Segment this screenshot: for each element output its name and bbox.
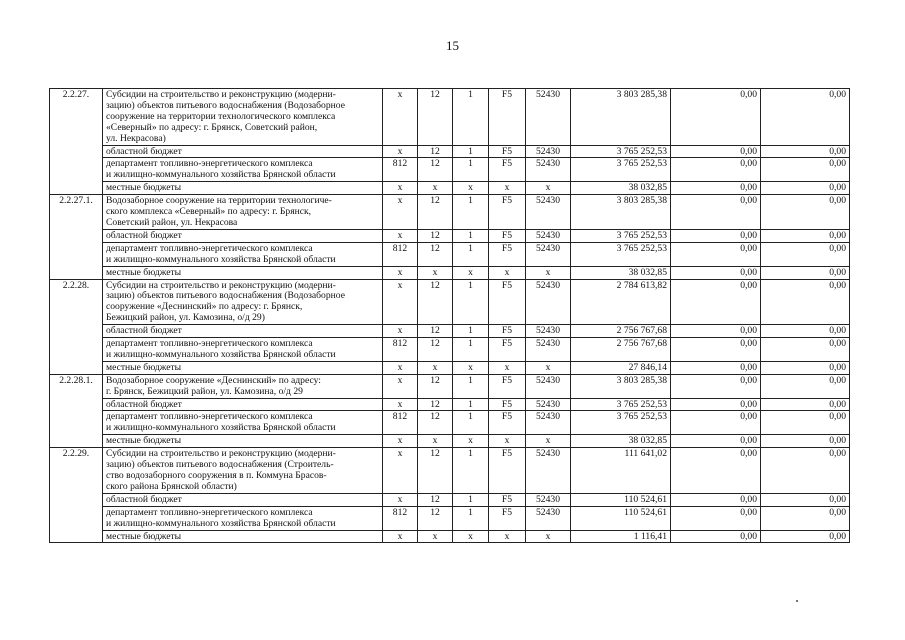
amount-3: 0,00 [761, 195, 850, 230]
amount-1: 3 765 252,53 [571, 398, 671, 411]
amount-1: 110 524,61 [571, 493, 671, 506]
table-row [50, 493, 850, 506]
code-subsection: 1 [453, 338, 489, 362]
row-name-line: департамент топливно-энергетического комплекса [106, 158, 313, 170]
amount-1: 3 765 252,53 [571, 158, 671, 182]
amount-3: 0,00 [761, 530, 850, 543]
code-direction: 52430 [526, 411, 571, 435]
row-name-line: зацию) объектов питьевого водоснабжения (Водозаборное [106, 99, 345, 111]
row-name-line: местные бюджеты [106, 266, 182, 278]
amount-2: 0,00 [671, 435, 761, 448]
code-section: х [418, 182, 453, 195]
table-row [50, 325, 850, 338]
code-program: F5 [489, 398, 526, 411]
code-gr: х [383, 195, 418, 230]
row-name-line: сооружение на территории технологического комплекса [106, 110, 336, 122]
amount-2: 0,00 [671, 506, 761, 530]
code-gr: х [383, 145, 418, 158]
code-subsection: 1 [453, 448, 489, 494]
code-program: F5 [489, 411, 526, 435]
code-subsection: х [453, 361, 489, 374]
amount-2: 0,00 [671, 493, 761, 506]
code-section: х [418, 266, 453, 279]
amount-2: 0,00 [671, 530, 761, 543]
code-subsection: 1 [453, 325, 489, 338]
code-direction: 52430 [526, 195, 571, 230]
amount-3: 0,00 [761, 145, 850, 158]
amount-3: 0,00 [761, 279, 850, 325]
code-program: F5 [489, 506, 526, 530]
code-section: х [418, 530, 453, 543]
row-name [103, 195, 383, 230]
code-direction: 52430 [526, 242, 571, 266]
amount-2: 0,00 [671, 195, 761, 230]
code-direction: 52430 [526, 158, 571, 182]
code-direction: х [526, 361, 571, 374]
row-name-line: областной бюджет [106, 325, 182, 337]
table-row [50, 279, 850, 325]
table-row [50, 89, 850, 146]
code-gr: х [383, 89, 418, 146]
table-row [50, 448, 850, 494]
code-program: F5 [489, 229, 526, 242]
amount-1: 2 756 767,68 [571, 338, 671, 362]
code-section: 12 [418, 158, 453, 182]
row-name-line: департамент топливно-энергетического комплекса [106, 242, 313, 254]
code-section: 12 [418, 89, 453, 146]
amount-3: 0,00 [761, 242, 850, 266]
code-program: х [489, 530, 526, 543]
code-program: F5 [489, 158, 526, 182]
row-name-line: местные бюджеты [106, 530, 182, 542]
code-subsection: х [453, 182, 489, 195]
code-section: 12 [418, 279, 453, 325]
code-gr: 812 [383, 338, 418, 362]
code-section: 12 [418, 229, 453, 242]
row-name-line: Советский район, ул. Некрасова [106, 216, 238, 228]
code-program: F5 [489, 325, 526, 338]
amount-1: 3 803 285,38 [571, 374, 671, 398]
code-direction: 52430 [526, 398, 571, 411]
code-subsection: 1 [453, 493, 489, 506]
code-subsection: 1 [453, 195, 489, 230]
code-subsection: 1 [453, 279, 489, 325]
row-name [103, 229, 383, 242]
code-direction: 52430 [526, 229, 571, 242]
code-gr: х [383, 279, 418, 325]
code-program: F5 [489, 89, 526, 146]
row-name [103, 242, 383, 266]
row-name [103, 145, 383, 158]
code-program: х [489, 182, 526, 195]
code-section: 12 [418, 374, 453, 398]
amount-3: 0,00 [761, 182, 850, 195]
amount-3: 0,00 [761, 325, 850, 338]
code-subsection: 1 [453, 145, 489, 158]
code-direction: 52430 [526, 279, 571, 325]
code-subsection: х [453, 530, 489, 543]
row-name-line: ского района Брянской области) [106, 480, 237, 492]
budget-table [49, 88, 850, 543]
row-name [103, 182, 383, 195]
row-name-line: областной бюджет [106, 229, 182, 241]
code-gr: 812 [383, 158, 418, 182]
code-subsection: 1 [453, 89, 489, 146]
code-program: х [489, 435, 526, 448]
row-name [103, 325, 383, 338]
row-name [103, 158, 383, 182]
row-name-line: Субсидии на строительство и реконструкцию (модерни- [106, 279, 336, 291]
row-name-line: ского комплекса «Северный» по адресу: г. Брянск, [106, 206, 312, 218]
code-direction: 52430 [526, 338, 571, 362]
row-name [103, 493, 383, 506]
code-subsection: 1 [453, 506, 489, 530]
code-gr: х [383, 435, 418, 448]
amount-2: 0,00 [671, 182, 761, 195]
row-number: 2.2.28.1. [50, 374, 103, 447]
code-section: 12 [418, 506, 453, 530]
amount-3: 0,00 [761, 89, 850, 146]
code-program: F5 [489, 279, 526, 325]
row-name-line: департамент топливно-энергетического комплекса [106, 506, 313, 518]
table-row [50, 266, 850, 279]
amount-3: 0,00 [761, 158, 850, 182]
row-name [103, 361, 383, 374]
amount-1: 3 765 252,53 [571, 145, 671, 158]
code-subsection: х [453, 435, 489, 448]
amount-1: 3 765 252,53 [571, 242, 671, 266]
row-name [103, 338, 383, 362]
code-program: F5 [489, 195, 526, 230]
code-program: F5 [489, 338, 526, 362]
code-section: 12 [418, 242, 453, 266]
amount-2: 0,00 [671, 398, 761, 411]
code-program: F5 [489, 145, 526, 158]
row-name [103, 506, 383, 530]
amount-1: 110 524,61 [571, 506, 671, 530]
row-name-line: и жилищно-коммунального хозяйства Брянской области [106, 348, 336, 360]
page-number: 15 [446, 38, 459, 53]
amount-3: 0,00 [761, 493, 850, 506]
row-number: 2.2.28. [50, 279, 103, 374]
row-name [103, 89, 383, 146]
amount-2: 0,00 [671, 242, 761, 266]
row-name-line: ул. Некрасова) [106, 132, 166, 144]
amount-2: 0,00 [671, 145, 761, 158]
code-section: 12 [418, 398, 453, 411]
amount-2: 0,00 [671, 374, 761, 398]
table-row [50, 158, 850, 182]
code-section: 12 [418, 145, 453, 158]
code-subsection: 1 [453, 229, 489, 242]
code-direction: 52430 [526, 448, 571, 494]
code-subsection: 1 [453, 242, 489, 266]
code-direction: 52430 [526, 89, 571, 146]
table-row [50, 182, 850, 195]
row-number: 2.2.27.1. [50, 195, 103, 279]
row-name-line: и жилищно-коммунального хозяйства Брянской области [106, 253, 336, 265]
table-row [50, 338, 850, 362]
code-direction: 52430 [526, 325, 571, 338]
row-name-line: г. Брянск, Бежицкий район, ул. Камозина, о/д 29 [106, 385, 303, 397]
row-name-line: зацию) объектов питьевого водоснабжения (Водозаборное [106, 290, 345, 302]
code-gr: х [383, 325, 418, 338]
amount-1: 38 032,85 [571, 182, 671, 195]
code-gr: х [383, 530, 418, 543]
code-subsection: 1 [453, 158, 489, 182]
code-gr: х [383, 361, 418, 374]
code-direction: 52430 [526, 493, 571, 506]
amount-1: 3 765 252,53 [571, 229, 671, 242]
amount-3: 0,00 [761, 229, 850, 242]
row-name-line: Субсидии на строительство и реконструкцию (модерни- [106, 89, 336, 100]
amount-2: 0,00 [671, 448, 761, 494]
row-name-line: областной бюджет [106, 493, 182, 505]
row-name-line: Бежицкий район, ул. Камозина, о/д 29) [106, 312, 265, 324]
row-name [103, 374, 383, 398]
row-name [103, 530, 383, 543]
row-name-line: зацию) объектов питьевого водоснабжения (Строитель- [106, 459, 334, 471]
row-name-line: Субсидии на строительство и реконструкцию (модерни- [106, 448, 336, 460]
code-direction: х [526, 182, 571, 195]
amount-3: 0,00 [761, 266, 850, 279]
row-name [103, 279, 383, 325]
row-name [103, 448, 383, 494]
row-name-line: «Северный» по адресу: г. Брянск, Советский район, [106, 121, 318, 133]
row-name-line: департамент топливно-энергетического комплекса [106, 411, 313, 423]
scan-speck [796, 600, 798, 602]
row-name-line: департамент топливно-энергетического комплекса [106, 338, 313, 350]
amount-1: 3 803 285,38 [571, 195, 671, 230]
code-gr: х [383, 493, 418, 506]
amount-3: 0,00 [761, 506, 850, 530]
row-name-line: и жилищно-коммунального хозяйства Брянской области [106, 422, 336, 434]
amount-1: 3 803 285,38 [571, 89, 671, 146]
code-direction: 52430 [526, 374, 571, 398]
row-name [103, 411, 383, 435]
code-section: 12 [418, 195, 453, 230]
code-direction: 52430 [526, 145, 571, 158]
code-section: 12 [418, 493, 453, 506]
amount-2: 0,00 [671, 411, 761, 435]
amount-2: 0,00 [671, 266, 761, 279]
amount-3: 0,00 [761, 435, 850, 448]
code-program: F5 [489, 242, 526, 266]
amount-1: 2 756 767,68 [571, 325, 671, 338]
code-program: х [489, 361, 526, 374]
code-gr: х [383, 448, 418, 494]
table-row [50, 398, 850, 411]
amount-2: 0,00 [671, 279, 761, 325]
row-name-line: Водозаборное сооружение «Деснинский» по адресу: [106, 374, 321, 386]
code-gr: 812 [383, 506, 418, 530]
code-gr: х [383, 266, 418, 279]
row-name-line: местные бюджеты [106, 435, 182, 447]
code-section: 12 [418, 325, 453, 338]
amount-3: 0,00 [761, 448, 850, 494]
code-gr: х [383, 182, 418, 195]
code-gr: 812 [383, 242, 418, 266]
table-row [50, 374, 850, 398]
row-name [103, 435, 383, 448]
code-subsection: 1 [453, 398, 489, 411]
row-number: 2.2.27. [50, 89, 103, 195]
amount-1: 2 784 613,82 [571, 279, 671, 325]
row-name-line: местные бюджеты [106, 361, 182, 373]
code-direction: х [526, 266, 571, 279]
amount-2: 0,00 [671, 361, 761, 374]
table-row [50, 411, 850, 435]
table-row [50, 195, 850, 230]
row-name-line: ство водозаборного сооружения в п. Коммуна Брасов- [106, 470, 327, 481]
amount-1: 3 765 252,53 [571, 411, 671, 435]
amount-2: 0,00 [671, 338, 761, 362]
table-row [50, 145, 850, 158]
row-name-line: и жилищно-коммунального хозяйства Брянской области [106, 169, 336, 181]
row-name-line: местные бюджеты [106, 182, 182, 194]
code-gr: х [383, 374, 418, 398]
amount-1: 111 641,02 [571, 448, 671, 494]
code-section: 12 [418, 338, 453, 362]
amount-3: 0,00 [761, 338, 850, 362]
row-name [103, 266, 383, 279]
row-name [103, 398, 383, 411]
code-subsection: 1 [453, 374, 489, 398]
code-section: 12 [418, 411, 453, 435]
amount-1: 1 116,41 [571, 530, 671, 543]
table-row [50, 229, 850, 242]
row-name-line: областной бюджет [106, 398, 182, 410]
amount-1: 38 032,85 [571, 266, 671, 279]
amount-3: 0,00 [761, 398, 850, 411]
amount-2: 0,00 [671, 325, 761, 338]
amount-1: 27 846,14 [571, 361, 671, 374]
table-row [50, 242, 850, 266]
code-section: 12 [418, 448, 453, 494]
amount-1: 38 032,85 [571, 435, 671, 448]
code-program: F5 [489, 493, 526, 506]
code-program: F5 [489, 374, 526, 398]
row-name-line: областной бюджет [106, 145, 182, 157]
amount-2: 0,00 [671, 158, 761, 182]
code-subsection: х [453, 266, 489, 279]
row-name-line: Водозаборное сооружение на территории технологиче- [106, 195, 332, 207]
amount-3: 0,00 [761, 411, 850, 435]
code-direction: х [526, 435, 571, 448]
code-direction: 52430 [526, 506, 571, 530]
code-program: х [489, 266, 526, 279]
code-gr: х [383, 229, 418, 242]
amount-3: 0,00 [761, 361, 850, 374]
code-program: F5 [489, 448, 526, 494]
table-row [50, 361, 850, 374]
amount-2: 0,00 [671, 89, 761, 146]
row-number: 2.2.29. [50, 448, 103, 543]
row-name-line: и жилищно-коммунального хозяйства Брянской области [106, 517, 336, 529]
amount-3: 0,00 [761, 374, 850, 398]
code-section: х [418, 361, 453, 374]
code-gr: х [383, 398, 418, 411]
amount-2: 0,00 [671, 229, 761, 242]
table-row [50, 506, 850, 530]
code-subsection: 1 [453, 411, 489, 435]
table-row [50, 530, 850, 543]
code-direction: х [526, 530, 571, 543]
row-name-line: сооружение «Деснинский» по адресу: г. Брянск, [106, 301, 303, 313]
table-row [50, 435, 850, 448]
code-section: х [418, 435, 453, 448]
code-gr: 812 [383, 411, 418, 435]
